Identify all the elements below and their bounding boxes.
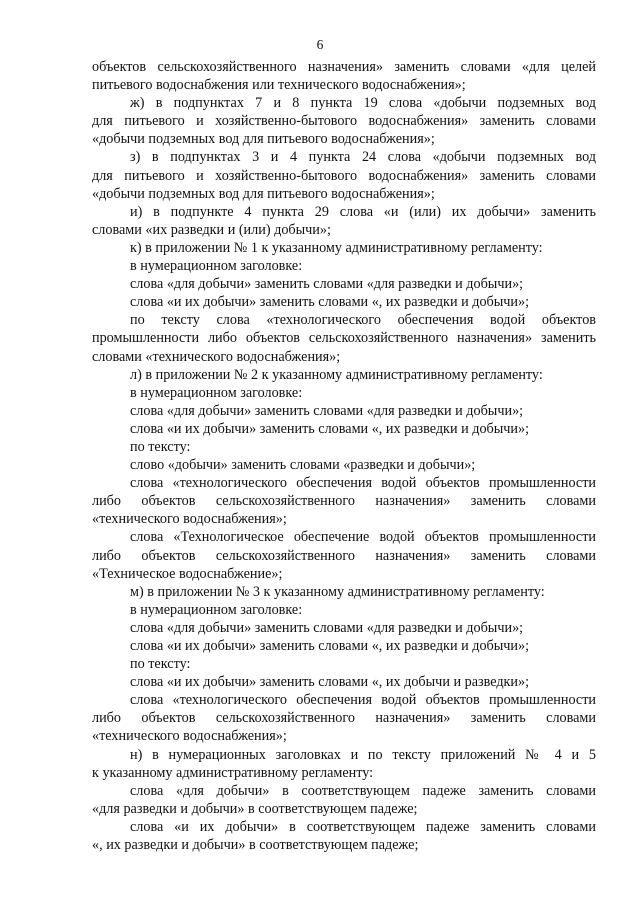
text-line: для питьевого и хозяйственно-бытового водоснабжения» заменить словами [92,113,596,130]
text-line: по тексту: [130,656,191,673]
text-line: по тексту слова «технологического обеспечения водой объектов [130,312,596,329]
text-line: слова «и их добычи» заменить словами «, их разведки и добычи»; [130,294,530,311]
text-line: слова «для добычи» в соответствующем падеже заменить словами [130,782,596,799]
text-line: словами «их разведки и (или) добычи»; [92,221,331,238]
text-line: к указанному административному регламенту: [92,764,374,781]
text-line: слова «для добычи» заменить словами «для разведки и добычи»; [130,276,524,293]
text-line: словами «технического водоснабжения»; [92,348,341,365]
text-line: для питьевого и хозяйственно-бытового водоснабжения» заменить словами [92,167,596,184]
text-line: м) в приложении № 3 к указанному административному регламенту: [130,583,545,600]
page-number: 6 [316,37,324,52]
text-line: слова «Технологическое обеспечение водой объектов промышленности [130,529,596,546]
text-line: промышленности либо объектов сельскохозяйственного назначения» заменить [92,330,596,347]
text-line: «добычи подземных вод для питьевого водоснабжения»; [92,185,435,202]
text-line: питьевого водоснабжения или технического водоснабжения»; [92,77,466,94]
text-line: либо объектов сельскохозяйственного назначения» заменить словами [92,493,596,510]
text-line: «технического водоснабжения»; [92,728,287,745]
text-line: слова «технологического обеспечения водой объектов промышленности [130,475,596,492]
text-line: по тексту: [130,438,191,455]
text-line: слово «добычи» заменить словами «разведки и добычи»; [130,457,476,474]
text-line: слова «технологического обеспечения водой объектов промышленности [130,692,596,709]
text-line: «Техническое водоснабжение»; [92,565,283,582]
document-body [92,58,596,854]
text-line: н) в нумерационных заголовках и по тексту приложений № 4 и 5 [130,746,596,763]
text-line: либо объектов сельскохозяйственного назначения» заменить словами [92,710,596,727]
text-line: слова «и их добычи» заменить словами «, их разведки и добычи»; [130,420,530,437]
text-line: объектов сельскохозяйственного назначения» заменить словами «для целей [92,59,596,75]
text-line: в нумерационном заголовке: [130,384,303,401]
text-line: л) в приложении № 2 к указанному административному регламенту: [130,366,543,383]
text-line: ж) в подпунктах 7 и 8 пункта 19 слова «добычи подземных вод [130,95,596,112]
text-line: «для разведки и добычи» в соответствующем падеже; [92,800,418,817]
text-line: в нумерационном заголовке: [130,601,303,618]
text-line: з) в подпунктах 3 и 4 пункта 24 слова «добычи подземных вод [130,149,596,166]
text-line: в нумерационном заголовке: [130,258,303,275]
text-line: «, их разведки и добычи» в соответствующем падеже; [92,837,419,854]
text-line: и) в подпункте 4 пункта 29 слова «и (или) их добычи» заменить [130,203,596,220]
text-line: «технического водоснабжения»; [92,511,287,528]
text-line: к) в приложении № 1 к указанному административному регламенту: [130,239,543,256]
text-line: слова «и их добычи» заменить словами «, их добычи и разведки»; [130,674,530,691]
text-line: слова «и их добычи» в соответствующем падеже заменить словами [130,818,596,835]
text-line: слова «и их добычи» заменить словами «, их разведки и добычи»; [130,638,530,654]
text-line: слова «для добычи» заменить словами «для разведки и добычи»; [130,402,524,419]
text-line: «добычи подземных вод для питьевого водоснабжения»; [92,131,435,148]
text-line: слова «для добычи» заменить словами «для разведки и добычи»; [130,619,524,636]
text-line: либо объектов сельскохозяйственного назначения» заменить словами [92,547,596,564]
